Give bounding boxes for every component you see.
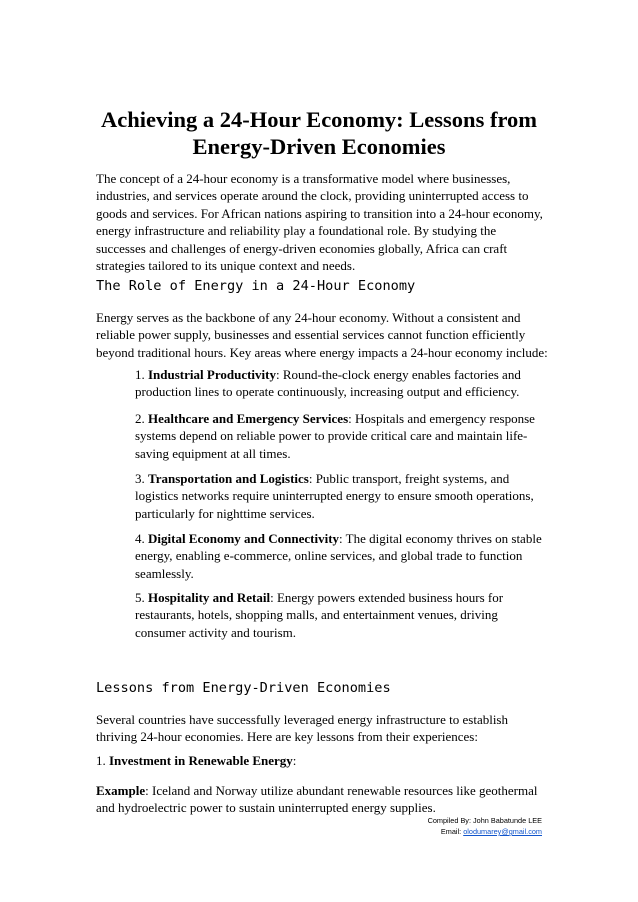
- list-item-healthcare: 2. Healthcare and Emergency Services: Hospitals and emergency response systems depend on reliable power to provide critical care and maintain life-saving equipment at all times.: [135, 411, 535, 461]
- section-heading-role-of-energy: The Role of Energy in a 24-Hour Economy: [96, 278, 416, 294]
- document-title: [96, 106, 542, 160]
- list-item-hospitality: 5. Hospitality and Retail: Energy powers extended business hours for restaurants, hotels, shopping malls, and entertainment venues, driving consumer activity and tourism.: [135, 590, 504, 640]
- section-heading-lessons: Lessons from Energy-Driven Economies: [96, 680, 391, 696]
- list-item-term: Healthcare and Emergency Services: [148, 411, 349, 426]
- list-item-term: Hospitality and Retail: [148, 590, 271, 605]
- footer-compiled-by: Compiled By: John Babatunde LEE: [427, 816, 542, 825]
- list-item-industrial-productivity: 1. Industrial Productivity: Round-the-clock energy enables factories and production lines to operate continuously, increasing output and efficiency.: [135, 367, 521, 400]
- lesson-renewable-energy: 1. Investment in Renewable Energy:: [96, 753, 297, 768]
- lesson-term: Investment in Renewable Energy: [109, 753, 293, 768]
- list-item-digital-economy: 4. Digital Economy and Connectivity: The digital economy thrives on stable energy, enabling e-commerce, online services, and global trade to function seamlessly.: [135, 531, 542, 581]
- intro-paragraph: The concept of a 24-hour economy is a transformative model where businesses, industries, and services operate around the clock, providing uninterrupted access to goods and services. For African nations aspiring to transition into a 24-hour economy, energy infrastructure and reliability play a foundational role. By studying the successes and challenges of energy-driven economies globally, Africa can craft strategies tailored to its unique context and needs.: [96, 171, 543, 274]
- title-line-2: Energy-Driven Economies: [192, 134, 446, 159]
- lessons-paragraph: Several countries have successfully leveraged energy infrastructure to establish thriving 24-hour economies. Here are key lessons from their experiences:: [96, 712, 508, 745]
- list-item-term: Digital Economy and Connectivity: [148, 531, 340, 546]
- role-of-energy-paragraph: Energy serves as the backbone of any 24-hour economy. Without a consistent and reliable power supply, businesses and essential services cannot function efficiently beyond traditional hours. Key areas where energy impacts a 24-hour economy include:: [96, 310, 548, 360]
- email-link[interactable]: olodumarey@gmail.com: [463, 827, 542, 836]
- list-item-transportation: 3. Transportation and Logistics: Public transport, freight systems, and logistics networks require uninterrupted energy to ensure smooth operations, particularly for nighttime services.: [135, 471, 534, 521]
- list-item-term: Industrial Productivity: [148, 367, 276, 382]
- example-paragraph: Example: Iceland and Norway utilize abundant renewable resources like geothermal and hydroelectric power to sustain uninterrupted energy supplies.: [96, 783, 538, 816]
- footer-email: Email: olodumarey@gmail.com: [440, 827, 542, 836]
- title-line-1: Achieving a 24-Hour Economy: Lessons from: [100, 107, 538, 132]
- list-item-term: Transportation and Logistics: [148, 471, 309, 486]
- example-label: Example: [96, 783, 146, 798]
